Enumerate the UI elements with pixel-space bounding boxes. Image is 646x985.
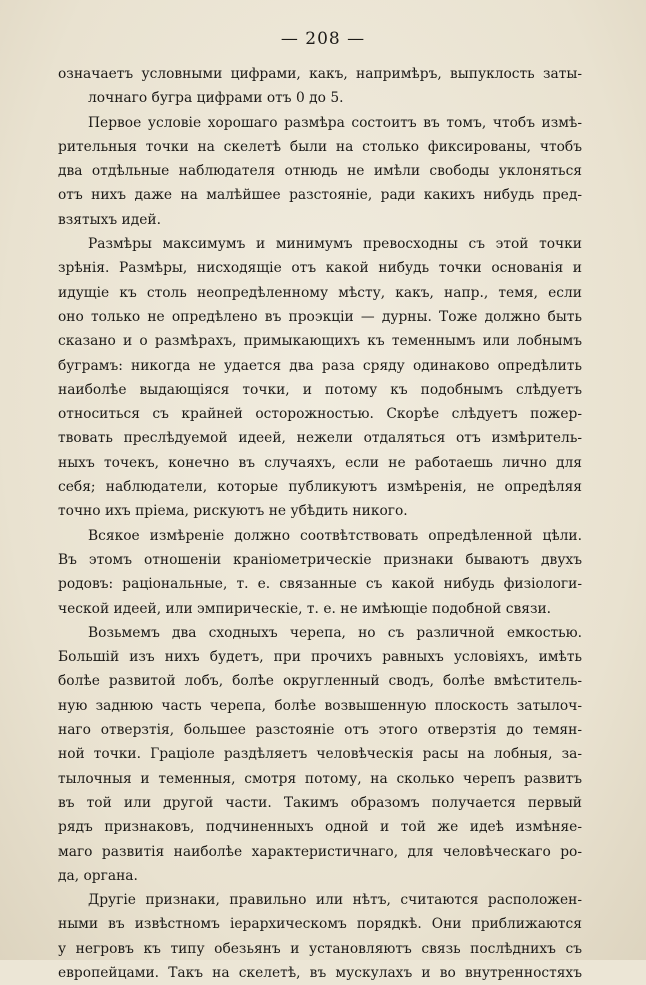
text-line: рительныя точки на скелетѣ были на столько фиксированы, чтобъ bbox=[58, 138, 582, 155]
text-line: у негровъ къ типу обезьянъ и установляютъ связь послѣднихъ съ bbox=[58, 940, 582, 957]
text-line: твовать преслѣдуемой идеей, нежели отдаляться отъ измѣритель- bbox=[58, 430, 582, 447]
text-line: ческой идеей, или эмпирическіе, т. е. не имѣющіе подобной связи. bbox=[58, 600, 552, 617]
text-line: идущіе къ столь неопредѣленному мѣсту, какъ, напр., темя, если bbox=[58, 284, 582, 301]
text-line: буграмъ: никогда не удается два раза сряду одинаково опредѣлить bbox=[58, 357, 582, 374]
text-line: родовъ: раціональные, т. е. связанные съ какой нибудь физіологи- bbox=[58, 576, 582, 593]
text-line: отъ нихъ даже на малѣйшее разстояніе, ради какихъ нибудь пред- bbox=[58, 187, 582, 204]
body-text bbox=[58, 62, 582, 985]
text-line: себя; наблюдатели, которые публикуютъ измѣренія, не опредѣляя bbox=[58, 479, 582, 496]
text-line: ныхъ точекъ, конечно въ случаяхъ, если не работаешь лично для bbox=[58, 454, 582, 471]
text-line: наиболѣе выдающіяся точки, и потому къ подобнымъ слѣдуетъ bbox=[58, 381, 582, 398]
text-line: маго развитія наиболѣе характеристичнаго, для человѣческаго ро- bbox=[58, 843, 582, 860]
text-line: оно только не опредѣлено въ проэкціи — дурны. Тоже должно быть bbox=[58, 308, 582, 325]
text-line: точно ихъ пріема, рискуютъ не убѣдить никого. bbox=[58, 503, 408, 520]
text-line: Первое условіе хорошаго размѣра состоитъ въ томъ, чтобъ измѣ- bbox=[88, 114, 582, 131]
text-line: наго отверзтія, большее разстояніе отъ этого отверзтія до темян- bbox=[58, 722, 582, 739]
text-line: въ той или другой части. Такимъ образомъ получается первый bbox=[58, 794, 582, 811]
text-line: Возьмемъ два сходныхъ черепа, но съ различной емкостью. bbox=[88, 624, 582, 641]
text-line: Размѣры максимумъ и минимумъ превосходны съ этой точки bbox=[88, 236, 582, 253]
text-line: рядъ признаковъ, подчиненныхъ одной и той же идеѣ измѣняе- bbox=[58, 819, 582, 836]
text-line: ную заднюю часть черепа, болѣе возвышенную плоскость затылоч- bbox=[58, 697, 582, 714]
text-line: да, органа. bbox=[58, 867, 138, 884]
text-line: ными въ извѣстномъ іерархическомъ порядкѣ. Они приближаются bbox=[58, 916, 582, 933]
text-line: ной точки. Граціоле раздѣляетъ человѣческія расы на лобныя, за- bbox=[58, 746, 582, 763]
text-line: Большій изъ нихъ будетъ, при прочихъ равныхъ условіяхъ, имѣть bbox=[58, 649, 582, 666]
text-line: европейцами. Такъ на скелетѣ, въ мускулахъ и во внутренностяхъ bbox=[58, 964, 582, 981]
text-line: тылочныя и теменныя, смотря потому, на сколько черепъ развитъ bbox=[58, 770, 582, 787]
text-line: два отдѣльные наблюдателя отнюдь не имѣли свободы уклоняться bbox=[58, 163, 582, 180]
page-number: — 208 — bbox=[280, 29, 366, 49]
text-line: взятыхъ идей. bbox=[58, 211, 161, 228]
text-line: сказано и о размѣрахъ, примыкающихъ къ теменнымъ или лобнымъ bbox=[58, 333, 582, 350]
text-line: Въ этомъ отношеніи краніометрическіе признаки бываютъ двухъ bbox=[58, 551, 582, 568]
text-line: Всякое измѣреніе должно соотвѣтствовать опредѣленной цѣли. bbox=[88, 527, 582, 544]
text-line: зрѣнія. Размѣры, нисходящіе отъ какой нибудь точки основанія и bbox=[58, 260, 582, 277]
text-line: лочнаго бугра цифрами отъ 0 до 5. bbox=[88, 90, 344, 107]
text-line: означаетъ условными цифрами, какъ, напримѣръ, выпуклость заты- bbox=[58, 66, 582, 82]
text-line: Другіе признаки, правильно или нѣтъ, считаются расположен- bbox=[88, 892, 582, 909]
text-line: относиться съ крайней осторожностью. Скорѣе слѣдуетъ пожер- bbox=[58, 406, 582, 423]
text-line: болѣе развитой лобъ, болѣе округленный сводъ, болѣе вмѣститель- bbox=[58, 673, 582, 690]
